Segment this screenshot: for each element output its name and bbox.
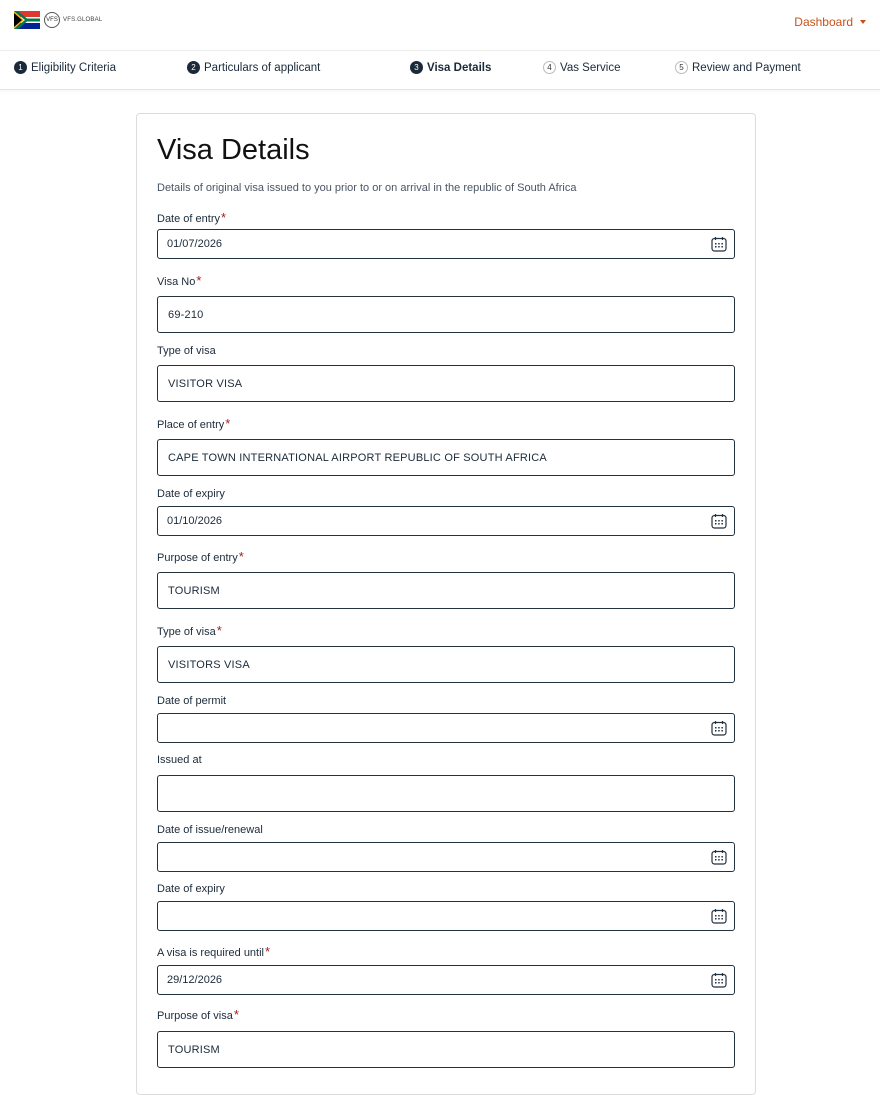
date-of-permit-input[interactable]: [157, 713, 735, 743]
step-label: Visa Details: [427, 61, 492, 74]
date-of-expiry-label: [157, 488, 225, 500]
visa-required-until-input[interactable]: [157, 965, 735, 995]
place-of-entry-label: [157, 416, 230, 431]
visa-required-until-label: [157, 944, 270, 959]
purpose-of-visa-label: [157, 1007, 239, 1022]
field-value: TOURISM: [168, 1043, 220, 1056]
step-label: Particulars of applicant: [204, 61, 321, 74]
caret-down-icon: [860, 20, 866, 24]
field-label-text: Type of visa: [157, 626, 216, 638]
field-label-text: Purpose of entry: [157, 552, 238, 564]
step-review-and-payment[interactable]: [675, 61, 801, 74]
step-eligibility-criteria[interactable]: [14, 61, 116, 74]
field-value: VISITOR VISA: [168, 377, 243, 390]
date-of-permit-label: [157, 695, 226, 707]
required-marker: *: [238, 549, 244, 564]
field-value: 29/12/2026: [167, 974, 223, 986]
required-marker: *: [225, 416, 231, 431]
type-of-visa-required-label: [157, 623, 222, 638]
top-header: [0, 0, 880, 50]
dashboard-label: Dashboard: [794, 15, 853, 29]
form-description: Details of original visa issued to you prior to or on arrival in the republic of South Africa: [157, 182, 577, 194]
visa-no-input[interactable]: [157, 296, 735, 333]
south-africa-flag-icon: [14, 11, 40, 29]
vfs-logo-mark: VFS: [44, 12, 60, 28]
field-value: 01/07/2026: [167, 238, 223, 250]
step-number: 3: [410, 61, 423, 74]
place-of-entry-input[interactable]: [157, 439, 735, 476]
date-of-expiry-2-label: [157, 883, 225, 895]
purpose-of-entry-label: [157, 549, 244, 564]
step-number: 2: [187, 61, 200, 74]
field-label-text: Visa No: [157, 276, 196, 288]
type-of-visa-input[interactable]: [157, 365, 735, 402]
date-of-entry-label: [157, 210, 226, 225]
step-number: 4: [543, 61, 556, 74]
field-label-text: Date of issue/renewal: [157, 824, 263, 836]
date-of-expiry-input[interactable]: [157, 506, 735, 536]
brand-text: VFS.GLOBAL: [63, 17, 103, 23]
visa-no-label: [157, 273, 201, 288]
step-label: Vas Service: [560, 61, 621, 74]
issued-at-label: [157, 754, 202, 766]
field-label-text: Place of entry: [157, 419, 225, 431]
step-visa-details[interactable]: [410, 61, 491, 74]
field-value: TOURISM: [168, 584, 220, 597]
type-of-visa-required-input[interactable]: [157, 646, 735, 683]
purpose-of-visa-input[interactable]: [157, 1031, 735, 1068]
field-value: 69-210: [168, 308, 204, 321]
field-value: 01/10/2026: [167, 515, 223, 527]
field-label-text: Date of entry: [157, 213, 220, 225]
calendar-icon[interactable]: [711, 513, 727, 529]
calendar-icon[interactable]: [711, 236, 727, 252]
field-label-text: Type of visa: [157, 345, 216, 357]
page-title: Visa Details: [157, 134, 310, 166]
field-value: VISITORS VISA: [168, 658, 250, 671]
field-label-text: Date of expiry: [157, 883, 225, 895]
field-label-text: Date of permit: [157, 695, 227, 707]
required-marker: *: [216, 623, 222, 638]
step-particulars-of-applicant[interactable]: [187, 61, 320, 74]
calendar-icon[interactable]: [711, 908, 727, 924]
field-label-text: Issued at: [157, 754, 202, 766]
visa-details-card: [136, 113, 756, 1095]
progress-stepper: [0, 50, 880, 90]
purpose-of-entry-input[interactable]: [157, 572, 735, 609]
step-label: Review and Payment: [692, 61, 801, 74]
issued-at-input[interactable]: [157, 775, 735, 812]
date-of-issue-renewal-input[interactable]: [157, 842, 735, 872]
step-number: 5: [675, 61, 688, 74]
date-of-expiry-2-input[interactable]: [157, 901, 735, 931]
brand-logo[interactable]: [14, 11, 102, 29]
date-of-entry-input[interactable]: [157, 229, 735, 259]
required-marker: *: [265, 944, 271, 959]
field-value: CAPE TOWN INTERNATIONAL AIRPORT REPUBLIC OF SOUTH AFRICA: [168, 451, 547, 464]
step-vas-service[interactable]: [543, 61, 621, 74]
type-of-visa-label: [157, 345, 216, 357]
date-of-issue-renewal-label: [157, 824, 263, 836]
field-label-text: A visa is required until: [157, 947, 264, 959]
field-label-text: Purpose of visa: [157, 1010, 233, 1022]
field-label-text: Date of expiry: [157, 488, 225, 500]
step-label: Eligibility Criteria: [31, 61, 116, 74]
dashboard-menu-button[interactable]: [794, 15, 866, 29]
calendar-icon[interactable]: [711, 849, 727, 865]
calendar-icon[interactable]: [711, 972, 727, 988]
required-marker: *: [196, 273, 202, 288]
step-number: 1: [14, 61, 27, 74]
required-marker: *: [233, 1007, 239, 1022]
calendar-icon[interactable]: [711, 720, 727, 736]
required-marker: *: [220, 210, 227, 225]
